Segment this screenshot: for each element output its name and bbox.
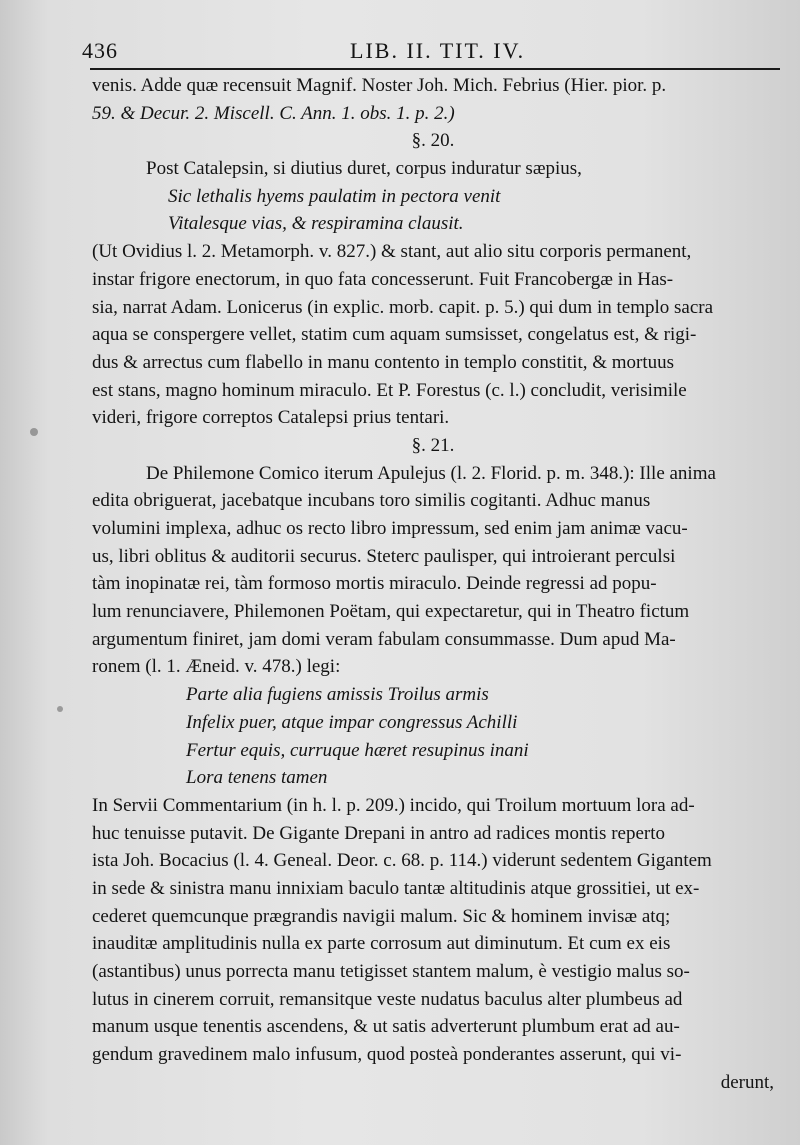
text-line: 59. & Decur. 2. Miscell. C. Ann. 1. obs. 1. p. 2.) — [92, 102, 455, 124]
text-line: manum usque tenentis ascendens, & ut satis adverterunt plumbum erat ad au- — [92, 1016, 680, 1038]
text-line: in sede & sinistra manu innixiam baculo tantæ altitudinis atque grossitiei, ut ex- — [92, 877, 700, 899]
text-line: est stans, magno hominum miraculo. Et P. Forestus (c. l.) concludit, verisimile — [92, 379, 687, 401]
text-line: Fertur equis, curruque hæret resupinus inani — [186, 739, 529, 761]
text-line: Infelix puer, atque impar congressus Achilli — [186, 711, 518, 733]
text-line: dus & arrectus cum flabello in manu contento in templo constitit, & mortuus — [92, 351, 675, 373]
text-line: inauditæ amplitudinis nulla ex parte corrosum aut diminutum. Et cum ex eis — [92, 933, 671, 955]
text-line: aqua se conspergere vellet, statim cum aquam sumsisset, congelatus est, & rigi- — [92, 324, 697, 346]
text-line: Lora tenens tamen — [186, 767, 328, 789]
text-line: ista Joh. Bocacius (l. 4. Geneal. Deor. c. 68. p. 114.) viderunt sedentem Gigantem — [92, 850, 712, 872]
text-line: In Servii Commentarium (in h. l. p. 209.) incido, qui Troilum mortuum lora ad- — [92, 794, 695, 816]
text-line: volumini implexa, adhuc os recto libro impressum, sed enim jam animæ vacu- — [92, 518, 688, 539]
page-header — [82, 38, 782, 66]
text-line: §. 21. — [411, 434, 455, 456]
text-line: lutus in cinerem corruit, remansitque veste nudatus baculus alter plumbeus ad — [92, 988, 683, 1010]
text-line: De Philemone Comico iterum Apulejus (l. 2. Florid. p. m. 348.): Ille anima — [146, 462, 716, 484]
page-number: 436 — [82, 38, 118, 63]
text-line: ronem (l. 1. Æneid. v. 478.) legi: — [92, 656, 341, 678]
text-line: argumentum finiret, jam domi veram fabulam consummasse. Dum apud Ma- — [92, 628, 676, 650]
text-line: (astantibus) unus porrecta manu tetigisset stantem malum, è vestigio malus so- — [92, 961, 690, 982]
text-line: us, libri oblitus & auditorii securus. Steterc paulisper, qui introierant perculsi — [92, 545, 676, 567]
text-line: huc tenuisse putavit. De Gigante Drepani in antro ad radices montis reperto — [92, 822, 665, 844]
text-line: Vitalesque vias, & respiramina clausit. — [168, 213, 464, 235]
text-line: venis. Adde quæ recensuit Magnif. Noster Joh. Mich. Febrius (Hier. pior. p. — [92, 75, 667, 96]
text-line: (Ut Ovidius l. 2. Metamorph. v. 827.) & stant, aut alio situ corporis permanent, — [92, 241, 692, 263]
text-line: videri, frigore correptos Catalepsi prius tentari. — [92, 407, 450, 429]
body-text — [92, 72, 774, 1096]
text-line: edita obriguerat, jacebatque incubans toro similis cogitanti. Adhuc manus — [92, 490, 651, 512]
text-line: Post Catalepsin, si diutius duret, corpus induratur sæpius, — [146, 158, 582, 180]
running-head: LIB. II. TIT. IV. — [350, 38, 526, 63]
text-line: Parte alia fugiens amissis Troilus armis — [186, 684, 489, 706]
text-line: instar frigore enectorum, in quo fata concesserunt. Fuit Francobergæ in Has- — [92, 268, 674, 290]
text-line: §. 20. — [411, 130, 455, 152]
paper-spot — [57, 706, 63, 712]
text-line: sia, narrat Adam. Lonicerus (in explic. morb. capit. p. 5.) qui dum in templo sacra — [92, 296, 714, 318]
header-rule — [90, 68, 780, 70]
text-line: gendum gravedinem malo infusum, quod posteà ponderantes asserunt, qui vi- — [92, 1044, 682, 1066]
text-line: Sic lethalis hyems paulatim in pectora venit — [168, 185, 501, 207]
text-line: tàm inopinatæ rei, tàm formoso mortis miraculo. Deinde regressi ad popu- — [92, 573, 657, 595]
paper-spot — [30, 428, 38, 436]
text-line: cederet quemcunque prægrandis navigii malum. Sic & hominem invisæ atq; — [92, 905, 671, 927]
text-line: derunt, — [720, 1071, 774, 1093]
text-line: lum renunciavere, Philemonen Poëtam, qui expectaretur, qui in Theatro fictum — [92, 601, 690, 623]
